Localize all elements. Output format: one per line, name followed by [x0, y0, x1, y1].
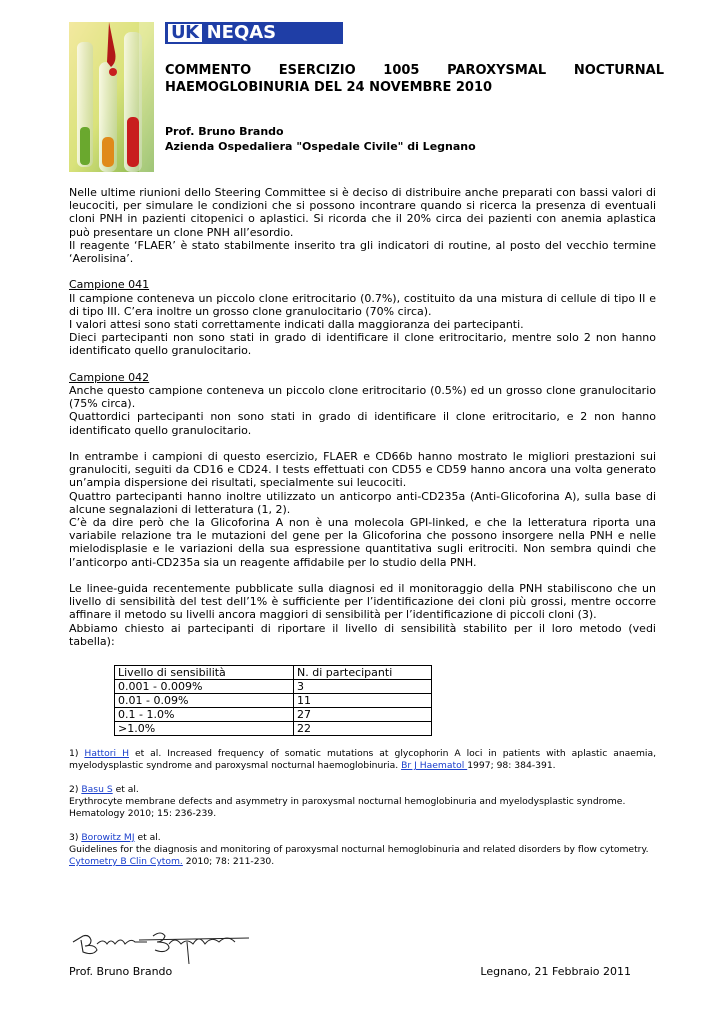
reference-item: [69, 832, 656, 868]
title-line-1: COMMENTO ESERCIZIO 1005 PAROXYSMAL NOCTURNAL: [165, 63, 664, 78]
footer-signer: Prof. Bruno Brando: [69, 965, 173, 978]
reference-item: [69, 748, 656, 772]
table-cell: >1.0%: [115, 722, 294, 736]
author-block: [165, 124, 476, 154]
footer-place-date: Legnano, 21 Febbraio 2011: [480, 965, 631, 978]
table-cell: 27: [294, 708, 432, 722]
table-cell: 22: [294, 722, 432, 736]
reference-item: [69, 784, 656, 820]
table-cell: 0.01 - 0.09%: [115, 694, 294, 708]
discussion-paragraph: C’è da dire però che la Glicoforina A non è una molecola GPI-linked, e che la letteratura riporta una variabile relazione tra le mutazioni del gene per la Glicoforina che possono insorgere nella PNH e nelle mielodisplasie e le variazioni della sua espressione quantitativa sugli eritrociti. Non sembra quindi che l’anticorpo anti-CD235a sia un reagente affidabile per lo studio della PNH.: [69, 516, 656, 569]
logo-neqas: NEQAS: [206, 22, 277, 43]
title-line-2: HAEMOGLOBINURIA DEL 24 NOVEMBRE 2010: [165, 80, 493, 95]
table-row: [115, 694, 432, 708]
campione-041-paragraph: Il campione conteneva un piccolo clone eritrocitario (0.7%), costituito da una mistura di cellule di tipo II e di tipo III. C’era inoltre un grosso clone granulocitario (70% circa).: [69, 291, 656, 318]
table-row: [115, 708, 432, 722]
reference-citation: 2010; 78: 211-230.: [182, 856, 275, 867]
reference-text: et al.: [112, 784, 139, 795]
reference-body: Guidelines for the diagnosis and monitoring of paroxysmal nocturnal hemoglobinuria and related disorders by flow cytometry.: [69, 844, 649, 855]
section-heading-campione-042: Campione 042: [69, 370, 150, 384]
table-cell: 11: [294, 694, 432, 708]
uk-neqas-logo: [165, 22, 343, 44]
author-institution: Azienda Ospedaliera "Ospedale Civile" di Legnano: [165, 140, 476, 153]
table-header-cell: Livello di sensibilità: [115, 666, 294, 680]
page-title: [165, 62, 664, 96]
table-header-cell: N. di partecipanti: [294, 666, 432, 680]
reference-journal-link[interactable]: Br J Haematol: [401, 760, 468, 771]
table-row: [115, 680, 432, 694]
table-row: [115, 722, 432, 736]
reference-citation: 1997; 98: 384-391.: [467, 760, 556, 771]
author-name: Prof. Bruno Brando: [165, 125, 284, 138]
campione-041-paragraph: I valori attesi sono stati correttamente indicati dalla maggioranza dei partecipanti.: [69, 318, 524, 332]
guidelines-paragraph: Le linee-guida recentemente pubblicate sulla diagnosi ed il monitoraggio della PNH stabiliscono che un livello di sensibilità del test dell’1% è sufficiente per l’identificazione dei cloni più grossi, mentre occorre affinare il metodo su livelli ancora maggiori di sensibilità per l’identificazione di piccoli cloni (3).: [69, 582, 656, 622]
table-cell: 0.1 - 1.0%: [115, 708, 294, 722]
header-test-tubes-image: [69, 22, 154, 172]
intro-paragraph: Nelle ultime riunioni dello Steering Committee si è deciso di distribuire anche preparati con bassi valori di leucociti, per simulare le condizioni che si possono incontrare quando si ricerca la presenza di eventuali cloni PNH in pazienti citopenici o aplastici. Si ricorda che il 20% circa dei pazienti con anemia aplastica può presentare un clone PNH all’esordio.: [69, 186, 656, 239]
reference-text: et al. Increased frequency of somatic mutations at glycophorin A loci in patients with aplastic anaemia, myelodysplastic syndrome and paroxysmal nocturnal haemoglobinuria.: [69, 748, 657, 771]
reference-number: 2): [69, 784, 79, 795]
campione-041-paragraph: Dieci partecipanti non sono stati in grado di identificare il clone eritrocitario, mentre solo 2 non hanno identificato quello granulocitario.: [69, 331, 656, 358]
sensitivity-table: [114, 665, 432, 736]
discussion-paragraph: In entrambe i campioni di questo esercizio, FLAER e CD66b hanno mostrato le migliori prestazioni sui granulociti, seguiti da CD16 e CD24. I tests effettuati con CD55 e CD59 hanno ancora una volta generato un’ampia dispersione dei risultati, specialmente sui leucociti.: [69, 450, 656, 490]
table-cell: 0.001 - 0.009%: [115, 680, 294, 694]
reference-author-link[interactable]: Basu S: [81, 784, 113, 795]
table-header-row: [115, 666, 432, 680]
references: [69, 748, 656, 880]
reference-author-link[interactable]: Hattori H: [84, 748, 129, 759]
reference-number: 3): [69, 832, 79, 843]
document-body: [69, 186, 656, 648]
intro-paragraph: Il reagente ‘FLAER’ è stato stabilmente inserito tra gli indicatori di routine, al posto del vecchio termine ‘Aerolisina’.: [69, 238, 656, 266]
campione-042-paragraph: Anche questo campione conteneva un piccolo clone eritrocitario (0.5%) ed un grosso clone granulocitario (75% circa).: [69, 384, 656, 411]
reference-text: et al.: [134, 832, 161, 843]
table-cell: 3: [294, 680, 432, 694]
reference-author-link[interactable]: Borowitz MJ: [81, 832, 135, 843]
reference-journal-link[interactable]: Cytometry B Clin Cytom.: [69, 856, 183, 867]
reference-citation: Hematology 2010; 15: 236-239.: [69, 808, 217, 819]
logo-uk: UK: [168, 24, 202, 42]
guidelines-paragraph: Abbiamo chiesto ai partecipanti di riportare il livello di sensibilità stabilito per il loro metodo (vedi tabella):: [69, 621, 656, 648]
reference-number: 1): [69, 748, 79, 759]
section-heading-campione-041: Campione 041: [69, 278, 150, 292]
handwritten-signature: [69, 920, 259, 966]
campione-042-paragraph: Quattordici partecipanti non sono stati in grado di identificare il clone eritrocitario, e 2 non hanno identificato quello granulocitario.: [69, 410, 656, 437]
discussion-paragraph: Quattro partecipanti hanno inoltre utilizzato un anticorpo anti-CD235a (Anti-Glicoforina A), sulla base di alcune segnalazioni di letteratura (1, 2).: [69, 489, 656, 516]
reference-body: Erythrocyte membrane defects and asymmetry in paroxysmal nocturnal hemoglobinuria and myelodysplastic syndrome.: [69, 796, 626, 807]
